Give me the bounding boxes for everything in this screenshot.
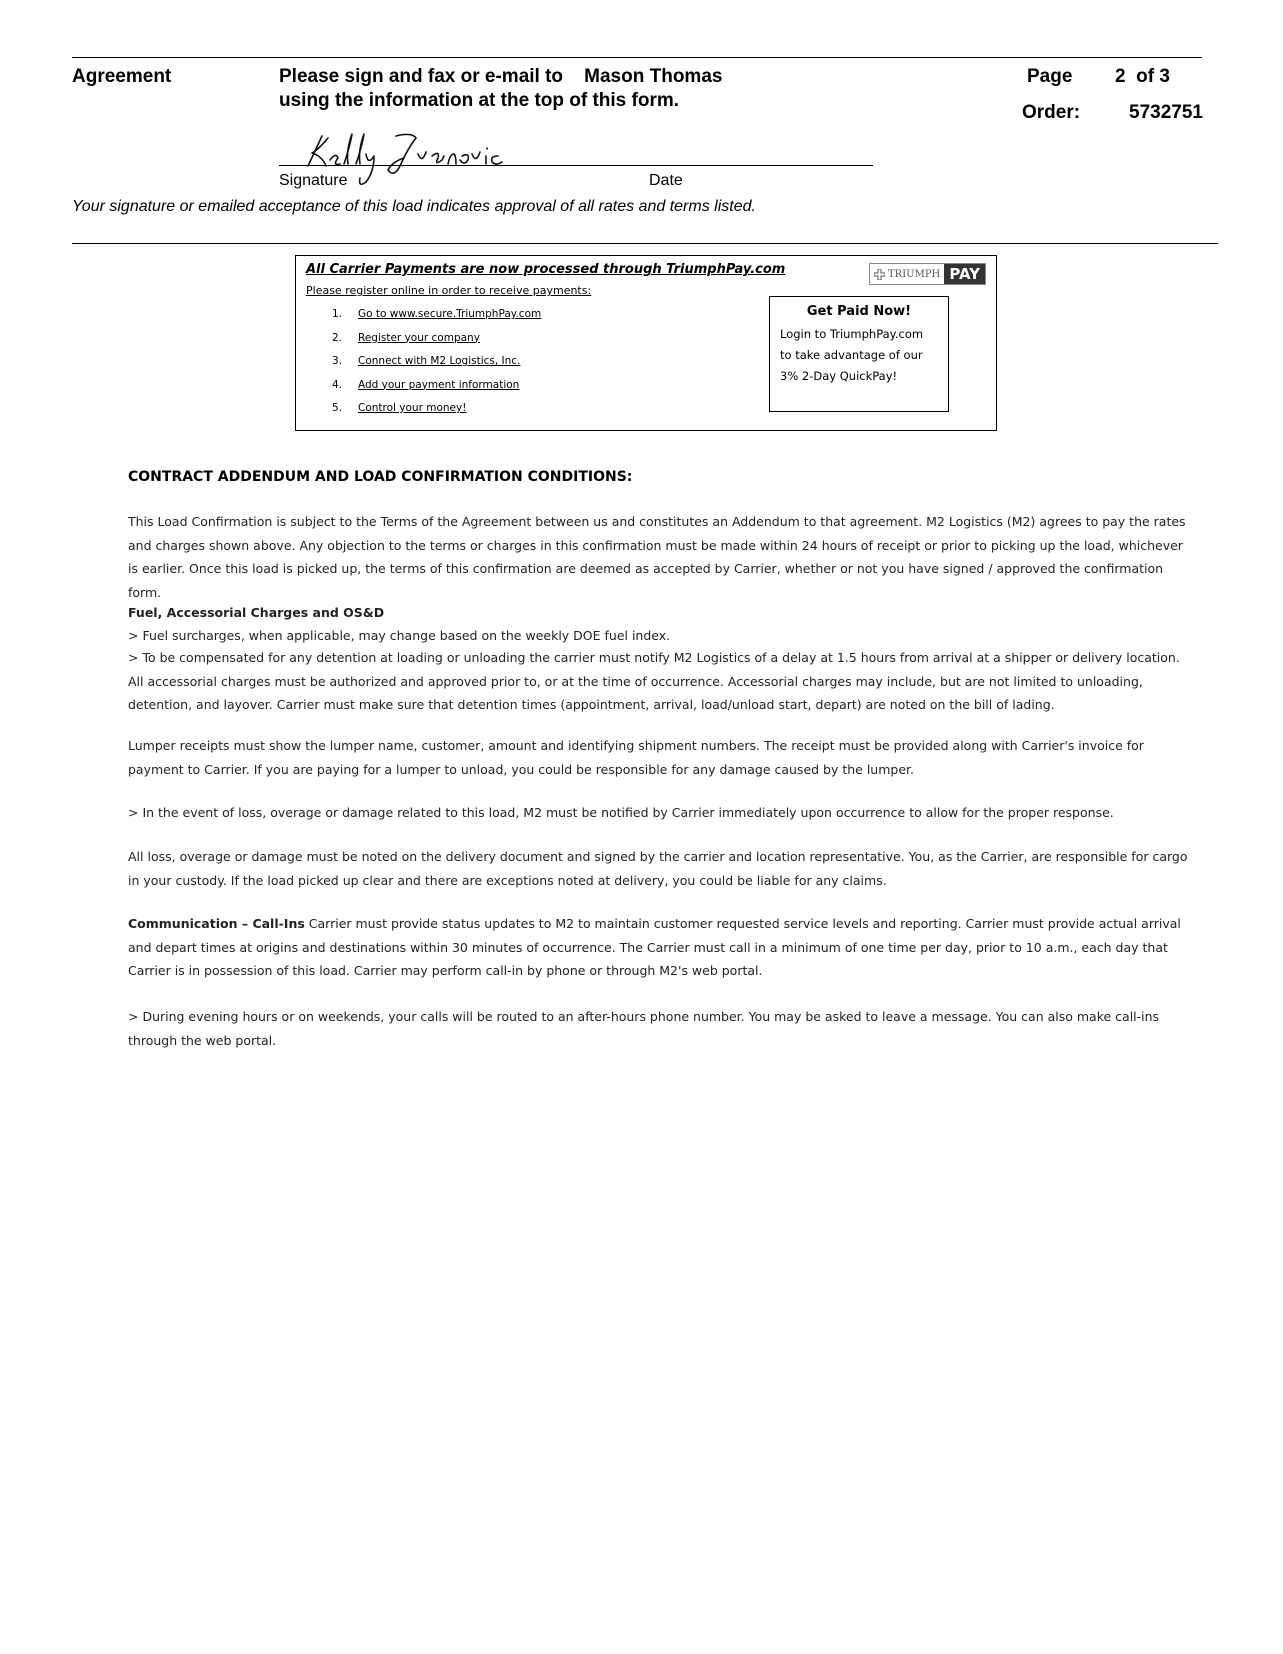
get-paid-line1: Login to TriumphPay.com [780, 327, 924, 341]
triumphpay-logo [869, 263, 986, 285]
list-item: 2. Register your company [332, 331, 480, 344]
acceptance-note: Your signature or emailed acceptance of this load indicates approval of all rates and terms listed. [72, 198, 756, 215]
sign-instruction-line1: Please sign and fax or e-mail to Mason Thomas [279, 66, 723, 87]
page-number: 2 of 3 [1115, 66, 1170, 87]
contract-paragraph-call-ins [128, 912, 1188, 983]
list-item: 3. Connect with M2 Logistics, Inc. [332, 355, 521, 367]
get-paid-title: Get Paid Now! [806, 304, 912, 319]
fuel-heading: Fuel, Accessorial Charges and OS&D [128, 605, 385, 620]
list-item: 1. Go to www.secure.TriumphPay.com [332, 308, 542, 320]
top-rule [72, 57, 1202, 58]
contract-paragraph-lumper: Lumper receipts must show the lumper name, customer, amount and identifying shipment numbers. The receipt must be provided along with Carrier's invoice for payment to Carrier. If you are paying for a lumper to unload, you could be responsible for any damage caused by the lumper. [128, 738, 1144, 777]
list-item: 5. Control your money! [332, 402, 467, 414]
get-paid-line3: 3% 2-Day QuickPay! [780, 369, 898, 383]
call-ins-text: Carrier must provide status updates to M2 to maintain customer requested service levels and reporting. Carrier must provide actual arrival and depart times at origins and destinations within 30 minutes of occurrence. The Carrier must call in a minimum of one time per day, prior to 10 a.m., each day that Carrier is in possession of this load. Carrier may perform call-in by phone or through M2's web portal. [128, 916, 1181, 978]
order-label: Order: [1022, 102, 1081, 123]
order-number: 5732751 [1129, 102, 1203, 123]
signature-line [279, 165, 873, 166]
payment-info-box [295, 255, 997, 431]
contract-paragraph-osd: All loss, overage or damage must be noted on the delivery document and signed by the carrier and location representative. You, as the Carrier, are responsible for cargo in your custody. If the load picked up clear and there are exceptions noted at delivery, you could be liable for any claims. [128, 849, 1188, 888]
get-paid-line2: to take advantage of our [780, 348, 923, 362]
contract-title: CONTRACT ADDENDUM AND LOAD CONFIRMATION CONDITIONS: [128, 469, 633, 485]
payment-box-subtitle: Please register online in order to receive payments: [306, 284, 592, 297]
logo-text-pay: PAY [944, 264, 985, 284]
page-label: Page [1027, 66, 1073, 87]
divider-rule [72, 243, 1218, 244]
sign-instruction-line2: using the information at the top of this form. [279, 90, 680, 111]
sign-instruction [279, 65, 799, 113]
date-label: Date [649, 172, 683, 189]
contract-paragraph-terms: This Load Confirmation is subject to the Terms of the Agreement between us and constitutes an Addendum to that agreement. M2 Logistics (M2) agrees to pay the rates and charges shown above. Any objection to the terms or charges in this confirmation must be made within 24 hours of receipt or prior to picking up the load, whichever is earlier. Once this load is picked up, the terms of this confirmation are deemed as accepted by Carrier, whether or not you have signed / approved the confirmation form. [128, 514, 1186, 600]
cross-icon [874, 269, 885, 280]
contract-paragraph-after-hours: > During evening hours or on weekends, your calls will be routed to an after-hours phone number. You may be asked to leave a message. You can also make call-ins through the web portal. [128, 1009, 1160, 1048]
agreement-label: Agreement [72, 66, 172, 87]
call-ins-heading: Communication – Call-Ins [128, 916, 305, 931]
payment-box-title: All Carrier Payments are now processed through TriumphPay.com [306, 262, 786, 277]
list-item: 4. Add your payment information [332, 378, 520, 391]
contract-paragraph-detention: > To be compensated for any detention at loading or unloading the carrier must notify M2 Logistics of a delay at 1.5 hours from arrival at a shipper or delivery location. All accessorial charges must be authorized and approved prior to, or at the time of occurrence. Accessorial charges may include, but are not limited to unloading, detention, and layover. Carrier must make sure that detention times (appointment, arrival, load/unload start, depart) are noted on the bill of lading. [128, 650, 1180, 712]
registration-steps [332, 308, 541, 426]
signature-label: Signature [279, 172, 348, 189]
get-paid-callout [769, 296, 949, 412]
fuel-surcharge-line: > Fuel surcharges, when applicable, may change based on the weekly DOE fuel index. [128, 628, 671, 643]
contract-paragraph-loss-notice: > In the event of loss, overage or damage related to this load, M2 must be notified by Carrier immediately upon occurrence to allow for the proper response. [128, 805, 1114, 820]
logo-text-triumph: TRIUMPH [888, 268, 941, 280]
